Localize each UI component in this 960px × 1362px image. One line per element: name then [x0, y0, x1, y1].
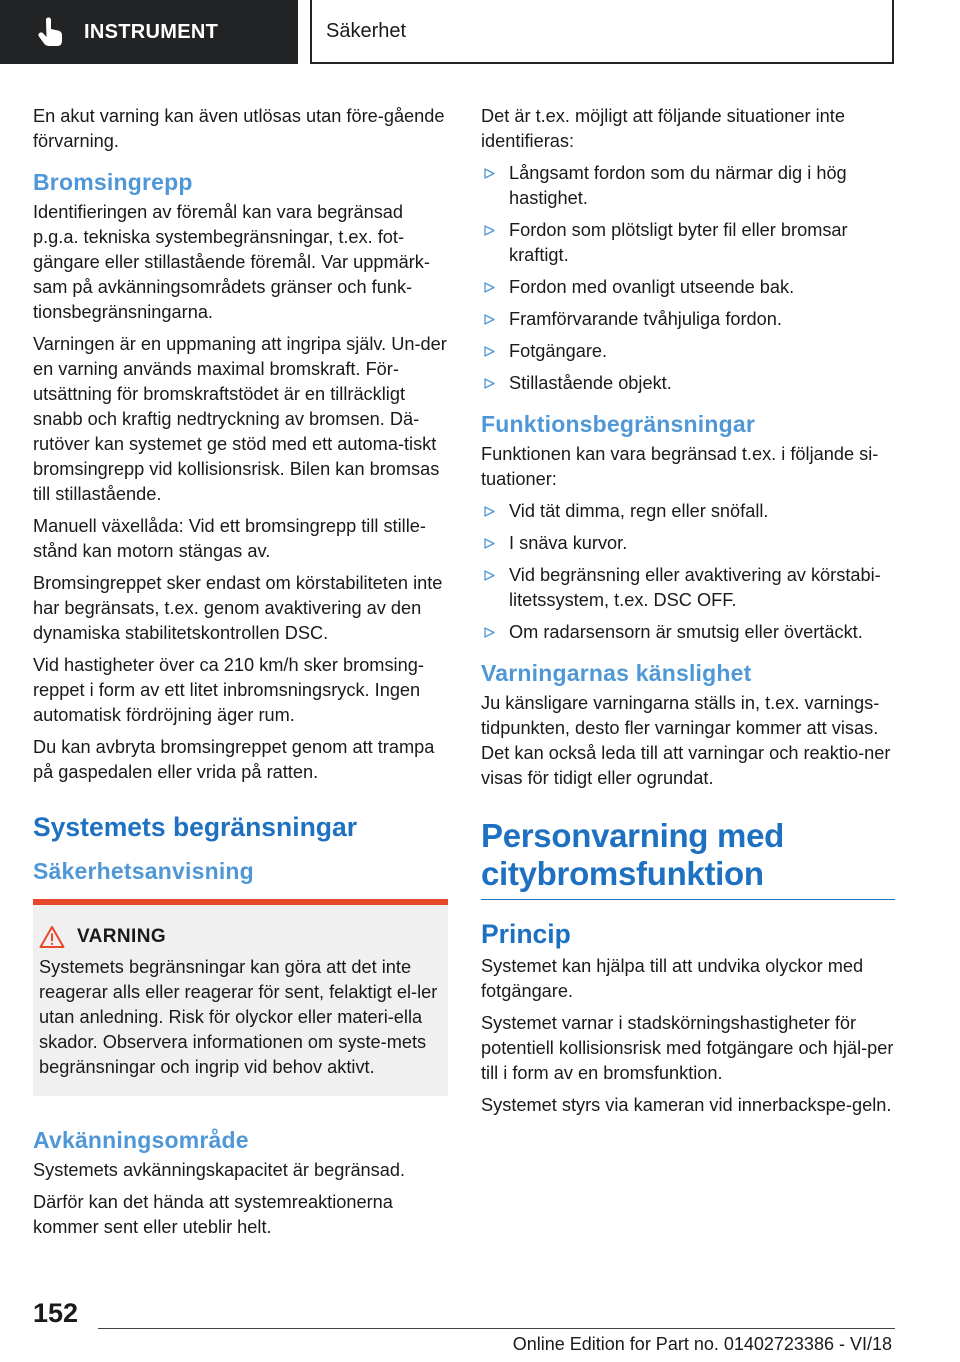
paragraph: Vid hastigheter över ca 210 km/h sker bromsing-reppet i form av ett litet inbromsningsryck. Ingen automatisk fördröjning äger rum. — [33, 655, 424, 725]
footer-edition: Online Edition for Part no. 01402723386 - VI/18 — [512, 1334, 892, 1354]
list-item: I snäva kurvor. — [481, 531, 895, 556]
list-item: Framförvarande tvåhjuliga fordon. — [481, 307, 895, 332]
warning-text: Systemets begränsningar kan göra att det inte reagerar alls eller reagerar för sent, felaktigt el-ler utan anledning. Risk för olyckor eller materi-ella skador. Observera informationen om syste-mets begränsningar och ingrip vid behov aktivt. — [39, 957, 438, 1077]
list-item: Långsamt fordon som du närmar dig i hög hastighet. — [481, 161, 895, 211]
triangle-bullet-icon — [484, 314, 495, 325]
list-item: Fotgängare. — [481, 339, 895, 364]
triangle-bullet-icon — [484, 346, 495, 357]
paragraph: Du kan avbryta bromsingreppet genom att trampa på gaspedalen eller vrida på ratten. — [33, 737, 435, 782]
triangle-bullet-icon — [484, 378, 495, 389]
page-number: 152 — [33, 1298, 79, 1328]
paragraph: Varningen är en uppmaning att ingripa själv. Un-der en varning används maximal bromskraft. För-utsättning för bromskraftstödet är en tillräckligt snabb och kraftig nedtryckning av bromsen. Dä-rutöver kan systemet ge stöd med ett automa-tiskt bromsingrepp vid kollisionsrisk. Bilen kan bromsas till stillastående. — [33, 334, 447, 504]
heading-sakerhetsanvisning: Säkerhetsanvisning — [33, 858, 254, 884]
triangle-bullet-icon — [484, 168, 495, 179]
triangle-bullet-icon — [484, 506, 495, 517]
paragraph: Systemet kan hjälpa till att undvika olyckor med fotgängare. — [481, 956, 864, 1001]
paragraph: Manuell växellåda: Vid ett bromsingrepp till stille-stånd kan motorn stängas av. — [33, 516, 426, 561]
paragraph: Det är t.ex. möjligt att följande situationer inte identifieras: — [481, 106, 845, 151]
chapter-label: INSTRUMENT — [84, 20, 219, 43]
triangle-bullet-icon — [484, 570, 495, 581]
list-item: Fordon som plötsligt byter fil eller bromsar kraftigt. — [481, 218, 895, 268]
right-column — [481, 104, 895, 1125]
left-column — [33, 104, 448, 1247]
page-header — [0, 0, 960, 66]
heading-funktionsbegransningar: Funktionsbegränsningar — [481, 411, 756, 437]
warning-title: VARNING — [77, 926, 167, 947]
list-item: Fordon med ovanligt utseende bak. — [481, 275, 895, 300]
list-item: Vid begränsning eller avaktivering av körstabi-litetssystem, t.ex. DSC OFF. — [481, 563, 895, 613]
situations-list — [481, 161, 895, 396]
chapter-tab[interactable] — [0, 0, 298, 64]
list-item: Stillastående objekt. — [481, 371, 895, 396]
paragraph: Funktionen kan vara begränsad t.ex. i följande si-tuationer: — [481, 444, 879, 489]
triangle-bullet-icon — [484, 282, 495, 293]
paragraph: En akut varning kan även utlösas utan före-gående förvarning. — [33, 106, 445, 151]
triangle-bullet-icon — [484, 538, 495, 549]
list-item: Om radarsensorn är smutsig eller övertäckt. — [481, 620, 895, 645]
heading-bromsingrepp: Bromsingrepp — [33, 169, 193, 195]
paragraph: Ju känsligare varningarna ställs in, t.ex. varnings-tidpunkten, desto fler varningar kommer att visas. Det kan också leda till att varningar och reaktio-ner visas för tidigt eller ogrundat. — [481, 693, 891, 788]
section-title: Säkerhet — [310, 0, 894, 64]
paragraph: Systemets avkänningskapacitet är begränsad. — [33, 1160, 406, 1180]
triangle-bullet-icon — [484, 225, 495, 236]
limitations-list — [481, 499, 895, 645]
paragraph: Identifieringen av föremål kan vara begränsad p.g.a. tekniska systembegränsningar, t.ex. fot-gängare eller stillastående föremål. Var uppmärk-sam på avkänningsområdets gränser och funk-tionsbegränsningarna. — [33, 202, 430, 322]
heading-systemets-begransningar: Systemets begränsningar — [33, 812, 358, 842]
heading-varningarnas-kanslighet: Varningarnas känslighet — [481, 660, 752, 686]
warning-header — [39, 925, 438, 949]
paragraph: Bromsingreppet sker endast om körstabiliteten inte har begränsats, t.ex. genom avaktivering av den dynamiska stabilitetskontrollen DSC. — [33, 573, 443, 643]
warning-triangle-icon — [39, 925, 65, 949]
heading-princip: Princip — [481, 919, 571, 949]
heading-avkanningsomrade: Avkänningsområde — [33, 1127, 249, 1153]
paragraph: Därför kan det hända att systemreaktionerna kommer sent eller uteblir helt. — [33, 1192, 393, 1237]
paragraph: Systemet styrs via kameran vid innerbackspe-geln. — [481, 1095, 892, 1115]
triangle-bullet-icon — [484, 627, 495, 638]
paragraph: Systemet varnar i stadskörningshastigheter för potentiell kollisionsrisk med fotgängare och hjäl-per till i form av en bromsfunktion. — [481, 1013, 894, 1083]
heading-personvarning: Personvarning med citybromsfunktion — [481, 817, 895, 900]
footer-divider — [98, 1328, 895, 1329]
list-item: Vid tät dimma, regn eller snöfall. — [481, 499, 895, 524]
warning-box — [33, 899, 448, 1096]
hand-pointer-icon — [38, 17, 64, 47]
